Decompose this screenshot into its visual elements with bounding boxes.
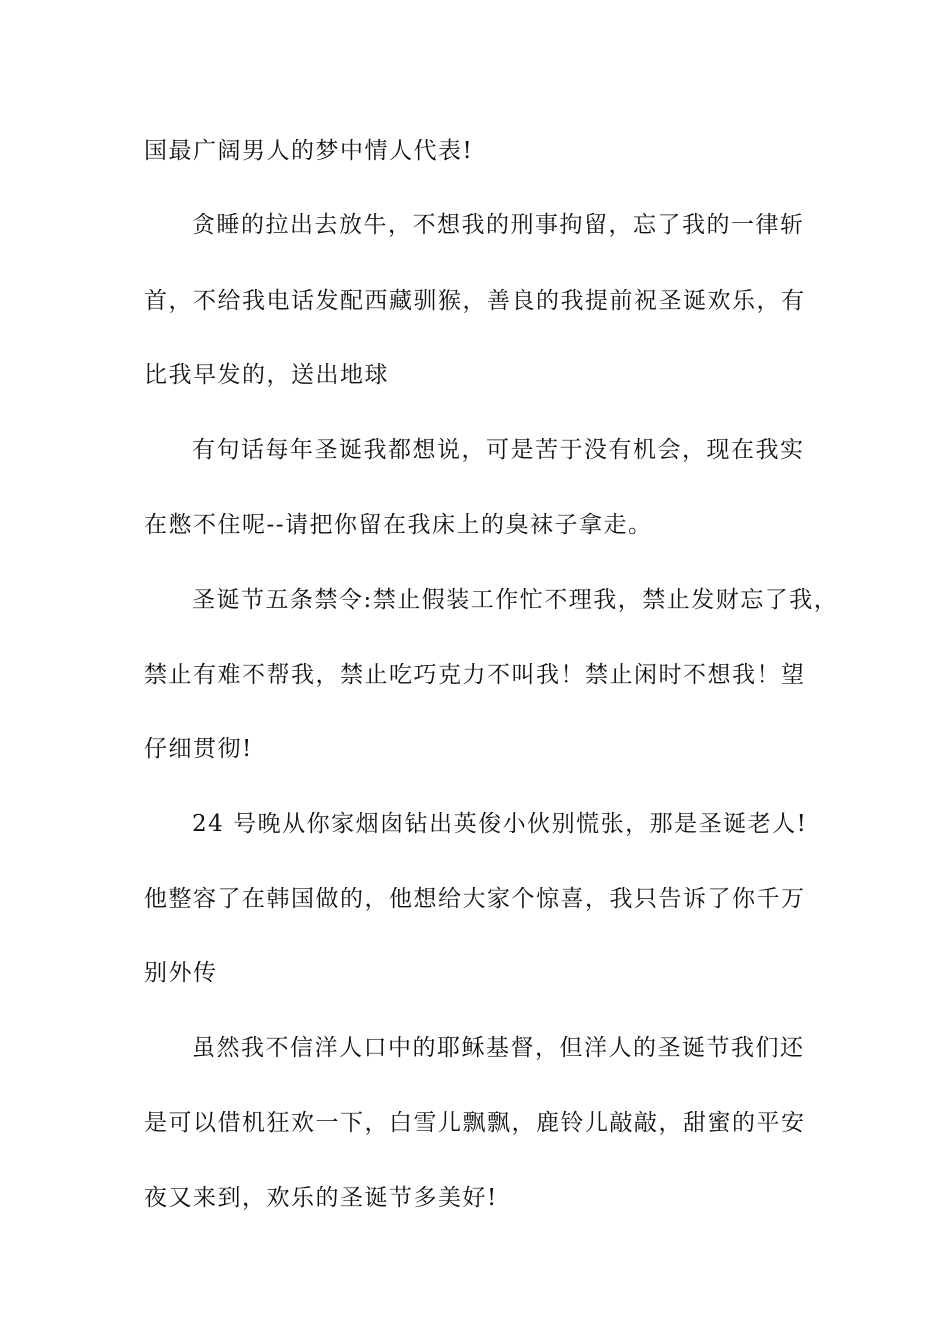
- text-line: 仔细贯彻!: [144, 736, 253, 762]
- text-line: 在憋不住呢--请把你留在我床上的臭袜子拿走。: [144, 512, 653, 538]
- text-line: 比我早发的，送出地球: [144, 362, 389, 388]
- text-line: 有句话每年圣诞我都想说，可是苦于没有机会，现在我实: [192, 437, 805, 463]
- text-line: 别外传: [144, 960, 218, 986]
- text-line: 圣诞节五条禁令:禁止假装工作忙不理我，禁止发财忘了我，: [192, 587, 839, 613]
- text-line: 是可以借机狂欢一下，白雪儿飘飘，鹿铃儿敲敲，甜蜜的平安: [144, 1110, 806, 1136]
- text-line: 夜又来到，欢乐的圣诞节多美好!: [144, 1185, 498, 1211]
- text-line: 贪睡的拉出去放牛，不想我的刑事拘留，忘了我的一律斩: [192, 212, 805, 238]
- text-line: 首，不给我电话发配西藏驯猴，善良的我提前祝圣诞欢乐，有: [144, 288, 806, 314]
- text-line: 国最广阔男人的梦中情人代表!: [144, 138, 474, 164]
- text-line: 虽然我不信洋人口中的耶稣基督，但洋人的圣诞节我们还: [192, 1035, 805, 1061]
- text-line: 禁止有难不帮我，禁止吃巧克力不叫我！禁止闲时不想我！望: [144, 662, 806, 688]
- text-line: 他整容了在韩国做的，他想给大家个惊喜，我只告诉了你千万: [144, 886, 806, 912]
- text-line: 24 号晚从你家烟囱钻出英俊小伙别慌张，那是圣诞老人!: [192, 811, 808, 837]
